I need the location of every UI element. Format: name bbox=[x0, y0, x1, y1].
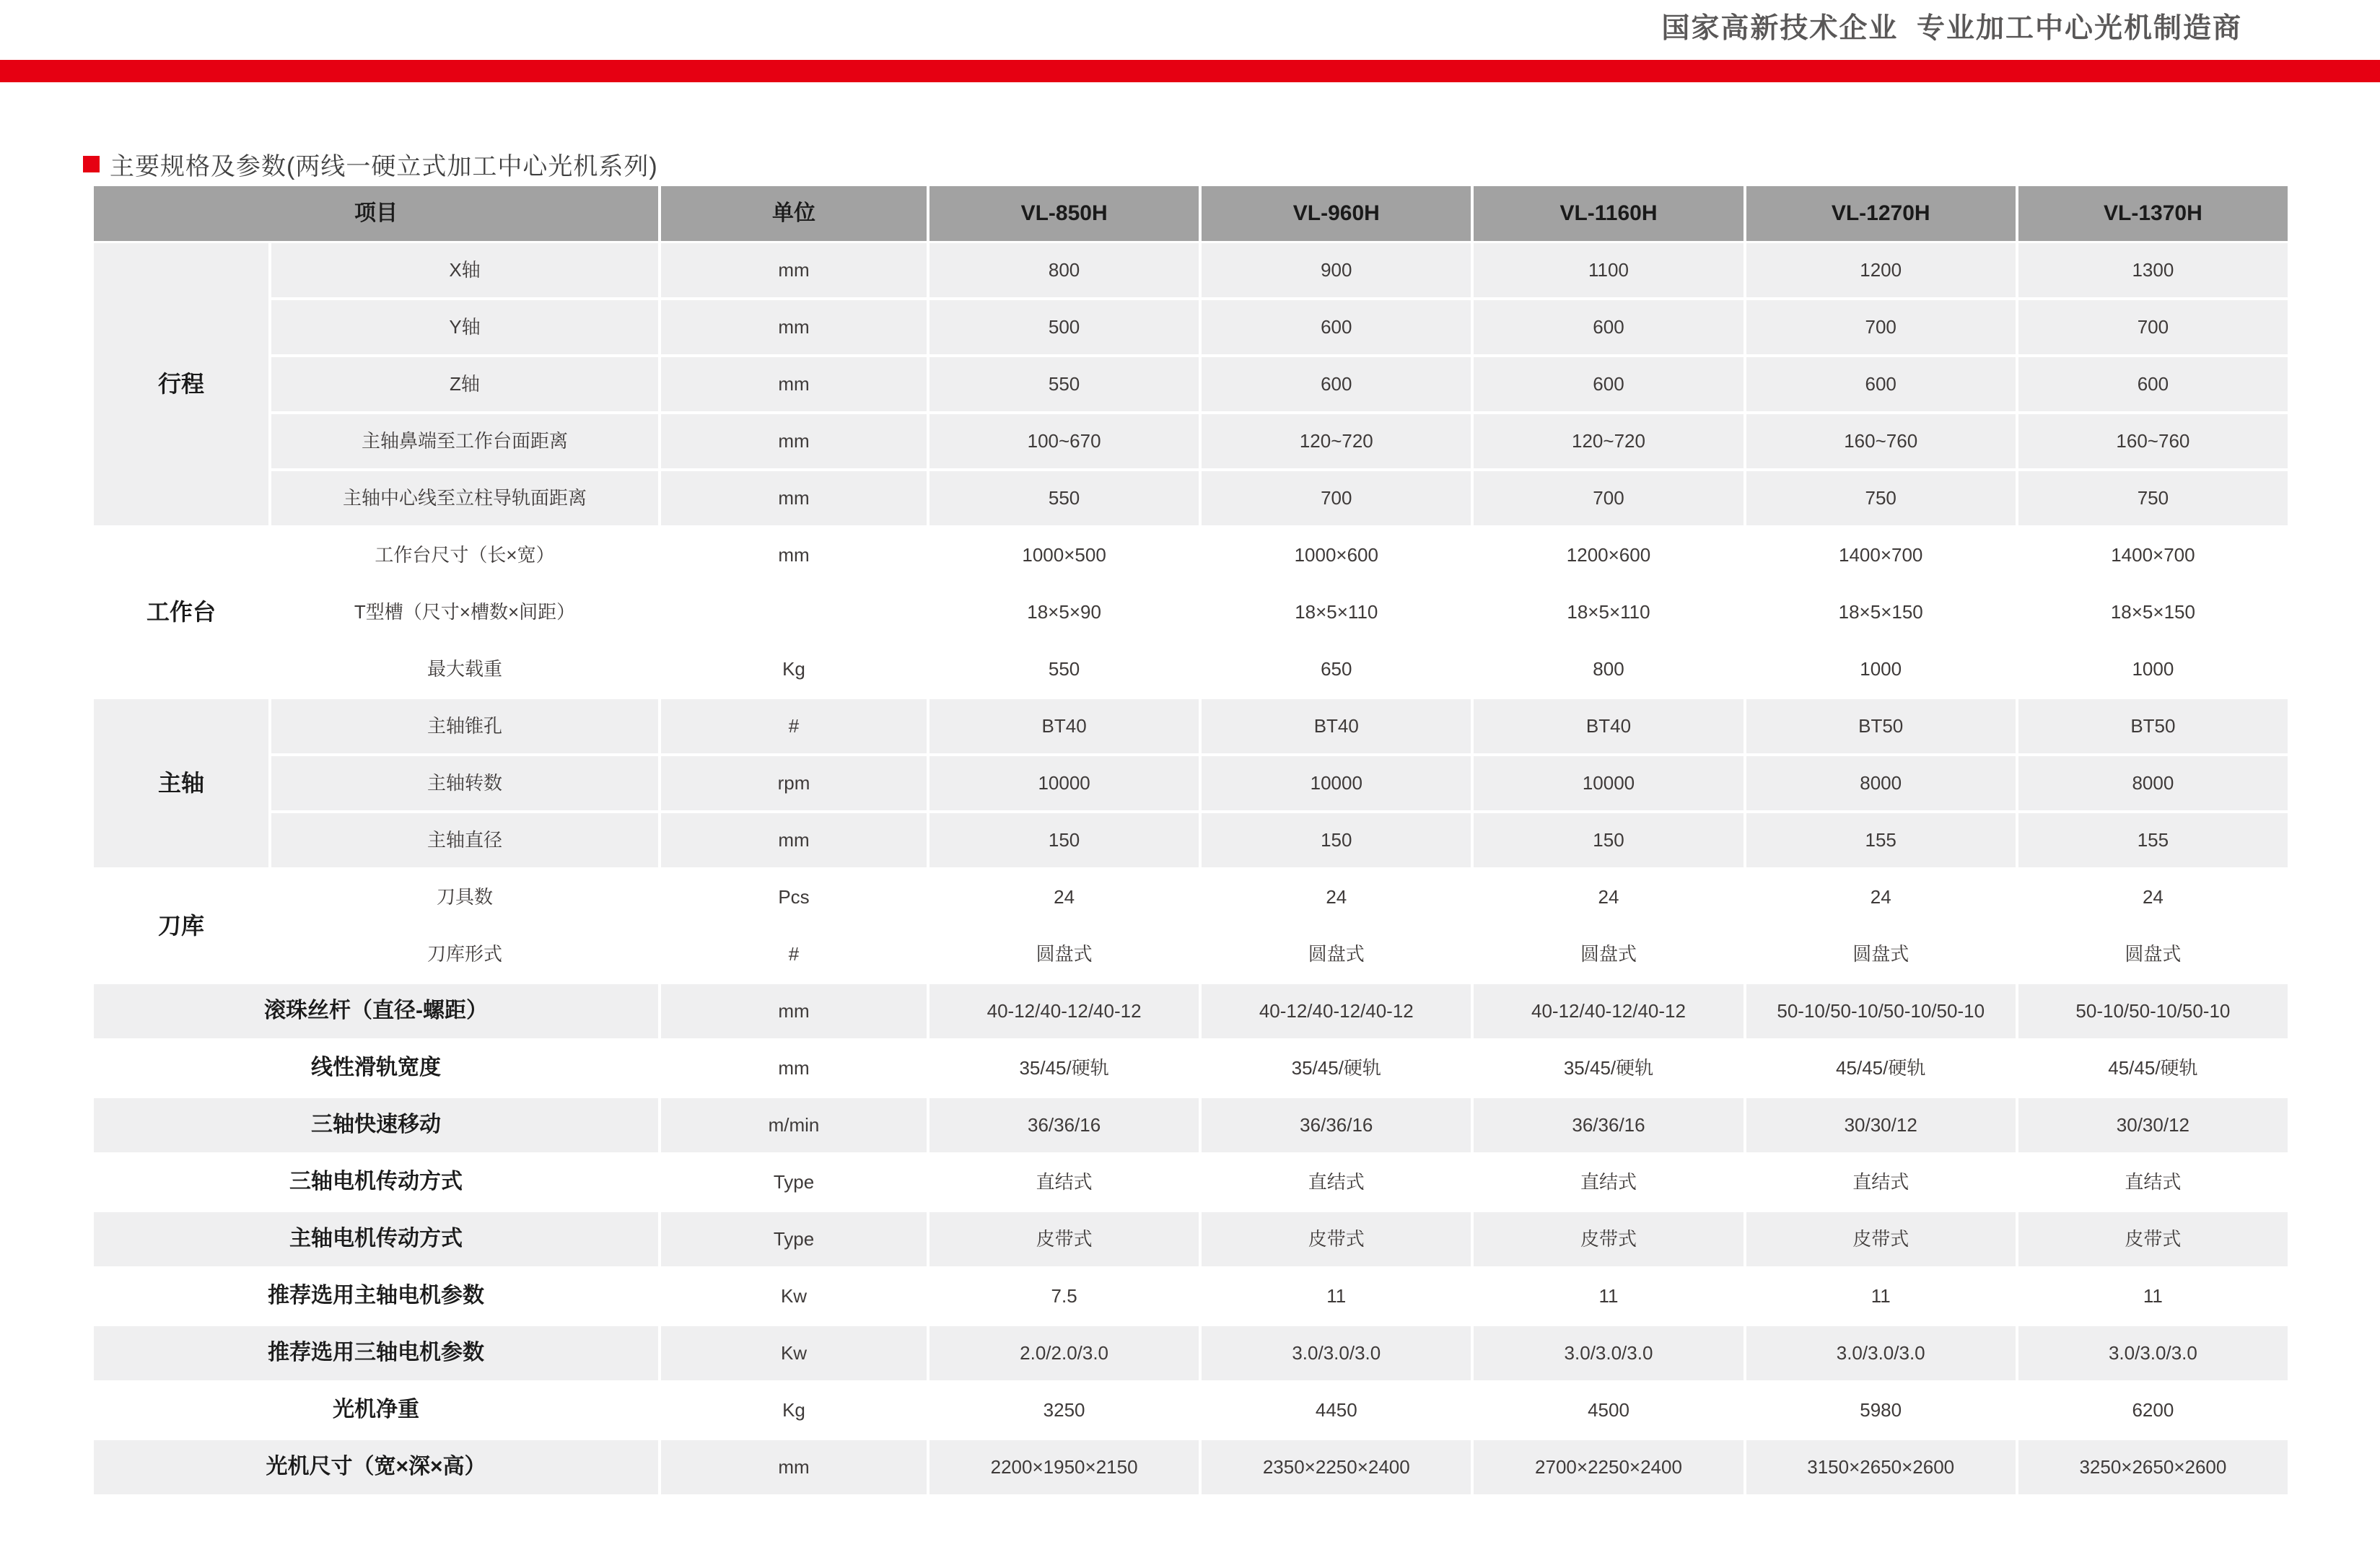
value-cell: 11 bbox=[2018, 1269, 2288, 1323]
value-cell: 150 bbox=[929, 813, 1199, 867]
value-cell: 900 bbox=[1202, 243, 1471, 297]
value-cell: 30/30/12 bbox=[2018, 1098, 2288, 1152]
row-label-cell: 推荐选用主轴电机参数 bbox=[94, 1269, 658, 1323]
row-label-cell: 三轴电机传动方式 bbox=[94, 1155, 658, 1209]
value-cell: 8000 bbox=[2018, 756, 2288, 810]
value-cell: 40-12/40-12/40-12 bbox=[1202, 984, 1471, 1038]
value-cell: 50-10/50-10/50-10/50-10 bbox=[1746, 984, 2016, 1038]
column-header-unit: 单位 bbox=[661, 186, 927, 241]
value-cell: 800 bbox=[1474, 642, 1743, 696]
unit-cell: Kw bbox=[661, 1326, 927, 1380]
value-cell: 10000 bbox=[929, 756, 1199, 810]
value-cell: 700 bbox=[1746, 300, 2016, 354]
item-cell: 最大载重 bbox=[271, 642, 658, 696]
value-cell: 700 bbox=[1202, 471, 1471, 525]
value-cell: 24 bbox=[1474, 870, 1743, 924]
value-cell: 100~670 bbox=[929, 414, 1199, 468]
value-cell: 600 bbox=[1474, 300, 1743, 354]
unit-cell: # bbox=[661, 927, 927, 981]
value-cell: 1000×600 bbox=[1202, 528, 1471, 582]
value-cell: BT50 bbox=[2018, 699, 2288, 753]
section-title-row bbox=[83, 146, 658, 182]
value-cell: 圆盘式 bbox=[929, 927, 1199, 981]
value-cell: 150 bbox=[1202, 813, 1471, 867]
value-cell: 3.0/3.0/3.0 bbox=[1474, 1326, 1743, 1380]
value-cell: 1300 bbox=[2018, 243, 2288, 297]
value-cell: 600 bbox=[1202, 357, 1471, 411]
value-cell: 直结式 bbox=[2018, 1155, 2288, 1209]
value-cell: 11 bbox=[1746, 1269, 2016, 1323]
item-cell: 刀库形式 bbox=[271, 927, 658, 981]
item-cell: 主轴转数 bbox=[271, 756, 658, 810]
item-cell: 主轴中心线至立柱导轨面距离 bbox=[271, 471, 658, 525]
value-cell: 1200 bbox=[1746, 243, 2016, 297]
value-cell: 4500 bbox=[1474, 1383, 1743, 1437]
value-cell: 6200 bbox=[2018, 1383, 2288, 1437]
item-cell: Y轴 bbox=[271, 300, 658, 354]
value-cell: 3250 bbox=[929, 1383, 1199, 1437]
value-cell: 1400×700 bbox=[1746, 528, 2016, 582]
value-cell: 皮带式 bbox=[2018, 1212, 2288, 1266]
unit-cell bbox=[661, 585, 927, 639]
unit-cell: mm bbox=[661, 1440, 927, 1494]
red-square-bullet bbox=[83, 156, 100, 172]
value-cell: 直结式 bbox=[1746, 1155, 2016, 1209]
value-cell: 550 bbox=[929, 471, 1199, 525]
value-cell: 120~720 bbox=[1474, 414, 1743, 468]
red-divider-bar bbox=[0, 60, 2380, 82]
value-cell: 120~720 bbox=[1202, 414, 1471, 468]
row-label-cell: 推荐选用三轴电机参数 bbox=[94, 1326, 658, 1380]
value-cell: 1100 bbox=[1474, 243, 1743, 297]
value-cell: 800 bbox=[929, 243, 1199, 297]
value-cell: 160~760 bbox=[1746, 414, 2016, 468]
column-header-item: 项目 bbox=[94, 186, 658, 241]
unit-cell: Kw bbox=[661, 1269, 927, 1323]
value-cell: 35/45/硬轨 bbox=[1202, 1041, 1471, 1095]
row-label-cell: 光机净重 bbox=[94, 1383, 658, 1437]
value-cell: 600 bbox=[1474, 357, 1743, 411]
item-cell: 主轴鼻端至工作台面距离 bbox=[271, 414, 658, 468]
unit-cell: mm bbox=[661, 300, 927, 354]
item-cell: X轴 bbox=[271, 243, 658, 297]
value-cell: 5980 bbox=[1746, 1383, 2016, 1437]
unit-cell: mm bbox=[661, 984, 927, 1038]
value-cell: 3.0/3.0/3.0 bbox=[2018, 1326, 2288, 1380]
value-cell: 11 bbox=[1202, 1269, 1471, 1323]
value-cell: 24 bbox=[2018, 870, 2288, 924]
value-cell: 2200×1950×2150 bbox=[929, 1440, 1199, 1494]
value-cell: 1000×500 bbox=[929, 528, 1199, 582]
item-cell: 主轴锥孔 bbox=[271, 699, 658, 753]
item-cell: 工作台尺寸（长×宽） bbox=[271, 528, 658, 582]
row-label-cell: 滚珠丝杆（直径-螺距） bbox=[94, 984, 658, 1038]
unit-cell: mm bbox=[661, 813, 927, 867]
value-cell: 7.5 bbox=[929, 1269, 1199, 1323]
item-cell: 主轴直径 bbox=[271, 813, 658, 867]
value-cell: 600 bbox=[1746, 357, 2016, 411]
value-cell: 3150×2650×2600 bbox=[1746, 1440, 2016, 1494]
item-cell: Z轴 bbox=[271, 357, 658, 411]
value-cell: 8000 bbox=[1746, 756, 2016, 810]
value-cell: BT40 bbox=[1474, 699, 1743, 753]
row-label-cell: 三轴快速移动 bbox=[94, 1098, 658, 1152]
value-cell: 皮带式 bbox=[929, 1212, 1199, 1266]
row-label-cell: 光机尺寸（宽×深×高） bbox=[94, 1440, 658, 1494]
value-cell: 160~760 bbox=[2018, 414, 2288, 468]
unit-cell: mm bbox=[661, 243, 927, 297]
value-cell: 40-12/40-12/40-12 bbox=[929, 984, 1199, 1038]
value-cell: 550 bbox=[929, 357, 1199, 411]
value-cell: 36/36/16 bbox=[929, 1098, 1199, 1152]
unit-cell: Kg bbox=[661, 1383, 927, 1437]
value-cell: 18×5×150 bbox=[2018, 585, 2288, 639]
value-cell: 1200×600 bbox=[1474, 528, 1743, 582]
unit-cell: mm bbox=[661, 471, 927, 525]
value-cell: 155 bbox=[2018, 813, 2288, 867]
value-cell: 3.0/3.0/3.0 bbox=[1746, 1326, 2016, 1380]
category-cell: 主轴 bbox=[94, 699, 268, 867]
value-cell: 36/36/16 bbox=[1474, 1098, 1743, 1152]
value-cell: 45/45/硬轨 bbox=[1746, 1041, 2016, 1095]
category-cell: 行程 bbox=[94, 243, 268, 525]
value-cell: 45/45/硬轨 bbox=[2018, 1041, 2288, 1095]
value-cell: 10000 bbox=[1474, 756, 1743, 810]
value-cell: 圆盘式 bbox=[2018, 927, 2288, 981]
value-cell: 3250×2650×2600 bbox=[2018, 1440, 2288, 1494]
value-cell: BT40 bbox=[929, 699, 1199, 753]
value-cell: 直结式 bbox=[929, 1155, 1199, 1209]
value-cell: 18×5×110 bbox=[1474, 585, 1743, 639]
value-cell: 2350×2250×2400 bbox=[1202, 1440, 1471, 1494]
value-cell: 36/36/16 bbox=[1202, 1098, 1471, 1152]
value-cell: 1400×700 bbox=[2018, 528, 2288, 582]
value-cell: 750 bbox=[1746, 471, 2016, 525]
value-cell: 3.0/3.0/3.0 bbox=[1202, 1326, 1471, 1380]
value-cell: 24 bbox=[1746, 870, 2016, 924]
value-cell: 18×5×150 bbox=[1746, 585, 2016, 639]
item-cell: T型槽（尺寸×槽数×间距） bbox=[271, 585, 658, 639]
value-cell: 10000 bbox=[1202, 756, 1471, 810]
unit-cell: mm bbox=[661, 357, 927, 411]
column-header-model: VL-1160H bbox=[1474, 186, 1743, 241]
unit-cell: m/min bbox=[661, 1098, 927, 1152]
unit-cell: mm bbox=[661, 528, 927, 582]
value-cell: 圆盘式 bbox=[1746, 927, 2016, 981]
value-cell: 500 bbox=[929, 300, 1199, 354]
value-cell: 150 bbox=[1474, 813, 1743, 867]
value-cell: 18×5×110 bbox=[1202, 585, 1471, 639]
value-cell: 18×5×90 bbox=[929, 585, 1199, 639]
spec-table bbox=[94, 186, 2288, 1494]
value-cell: 1000 bbox=[1746, 642, 2016, 696]
value-cell: 4450 bbox=[1202, 1383, 1471, 1437]
value-cell: 35/45/硬轨 bbox=[1474, 1041, 1743, 1095]
value-cell: 700 bbox=[1474, 471, 1743, 525]
row-label-cell: 线性滑轨宽度 bbox=[94, 1041, 658, 1095]
value-cell: 2700×2250×2400 bbox=[1474, 1440, 1743, 1494]
value-cell: 皮带式 bbox=[1474, 1212, 1743, 1266]
value-cell: BT50 bbox=[1746, 699, 2016, 753]
item-cell: 刀具数 bbox=[271, 870, 658, 924]
value-cell: 圆盘式 bbox=[1202, 927, 1471, 981]
unit-cell: Kg bbox=[661, 642, 927, 696]
value-cell: 700 bbox=[2018, 300, 2288, 354]
value-cell: 550 bbox=[929, 642, 1199, 696]
value-cell: 35/45/硬轨 bbox=[929, 1041, 1199, 1095]
unit-cell: mm bbox=[661, 1041, 927, 1095]
column-header-model: VL-1370H bbox=[2018, 186, 2288, 241]
column-header-model: VL-1270H bbox=[1746, 186, 2016, 241]
value-cell: 155 bbox=[1746, 813, 2016, 867]
unit-cell: mm bbox=[661, 414, 927, 468]
value-cell: 24 bbox=[929, 870, 1199, 924]
row-label-cell: 主轴电机传动方式 bbox=[94, 1212, 658, 1266]
unit-cell: rpm bbox=[661, 756, 927, 810]
value-cell: 圆盘式 bbox=[1474, 927, 1743, 981]
unit-cell: # bbox=[661, 699, 927, 753]
column-header-model: VL-960H bbox=[1202, 186, 1471, 241]
value-cell: 1000 bbox=[2018, 642, 2288, 696]
unit-cell: Type bbox=[661, 1155, 927, 1209]
section-title: 主要规格及参数(两线一硬立式加工中心光机系列) bbox=[110, 153, 658, 180]
value-cell: 600 bbox=[1202, 300, 1471, 354]
unit-cell: Type bbox=[661, 1212, 927, 1266]
category-cell: 工作台 bbox=[94, 528, 268, 696]
value-cell: 30/30/12 bbox=[1746, 1098, 2016, 1152]
value-cell: BT40 bbox=[1202, 699, 1471, 753]
company-slogan: 国家高新技术企业 专业加工中心光机制造商 bbox=[1661, 13, 2242, 44]
unit-cell: Pcs bbox=[661, 870, 927, 924]
value-cell: 直结式 bbox=[1202, 1155, 1471, 1209]
value-cell: 650 bbox=[1202, 642, 1471, 696]
value-cell: 直结式 bbox=[1474, 1155, 1743, 1209]
value-cell: 750 bbox=[2018, 471, 2288, 525]
value-cell: 24 bbox=[1202, 870, 1471, 924]
value-cell: 40-12/40-12/40-12 bbox=[1474, 984, 1743, 1038]
value-cell: 皮带式 bbox=[1746, 1212, 2016, 1266]
value-cell: 2.0/2.0/3.0 bbox=[929, 1326, 1199, 1380]
value-cell: 600 bbox=[2018, 357, 2288, 411]
value-cell: 皮带式 bbox=[1202, 1212, 1471, 1266]
column-header-model: VL-850H bbox=[929, 186, 1199, 241]
value-cell: 50-10/50-10/50-10 bbox=[2018, 984, 2288, 1038]
category-cell: 刀库 bbox=[94, 870, 268, 981]
value-cell: 11 bbox=[1474, 1269, 1743, 1323]
